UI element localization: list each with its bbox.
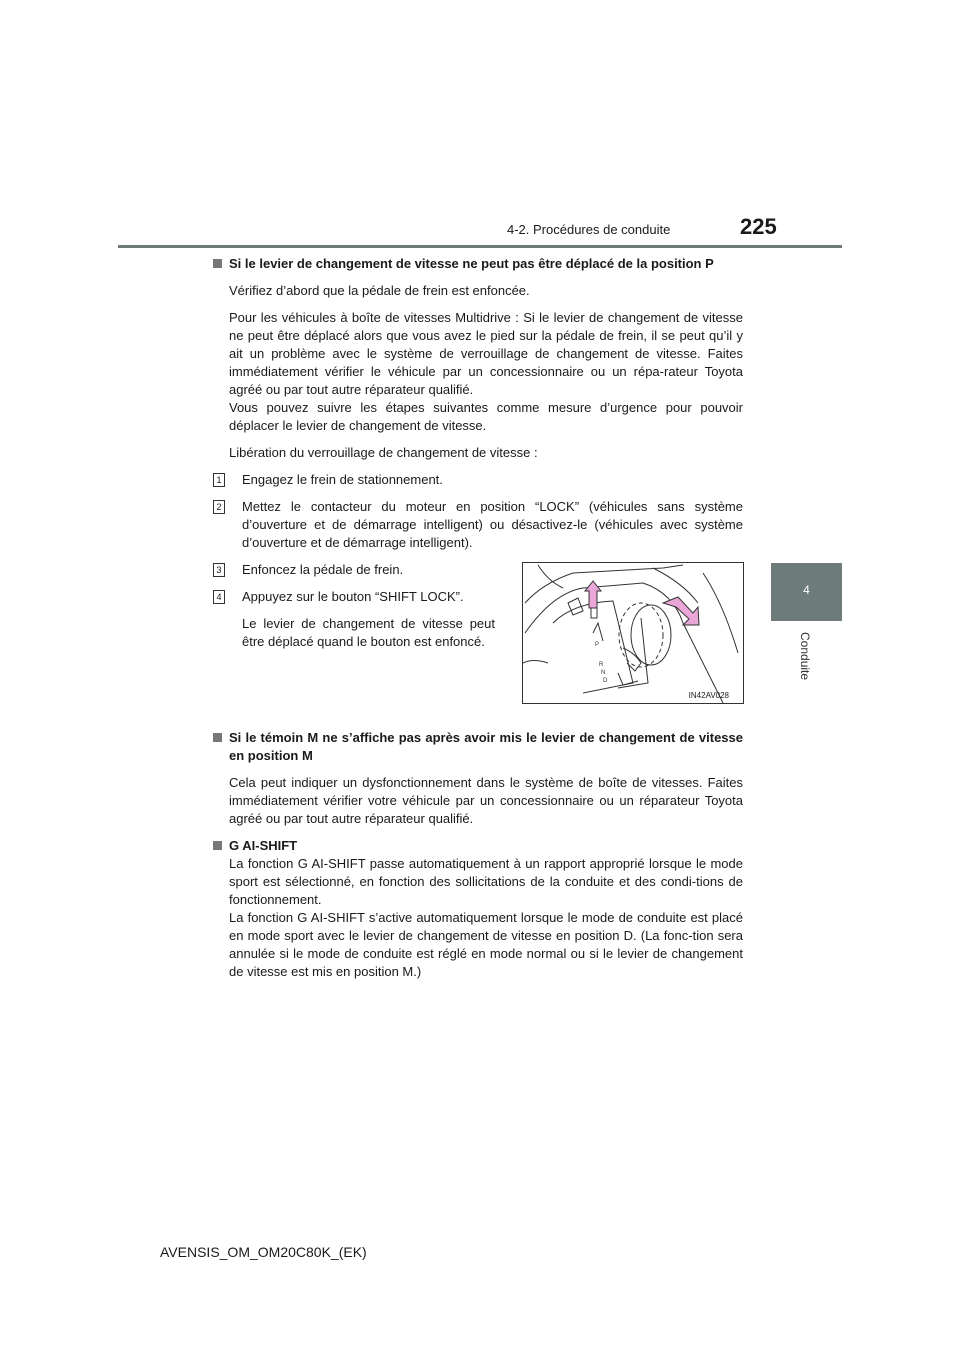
paragraph: Cela peut indiquer un dysfonctionnement dans le système de boîte de vitesses. Faites immédiatement vérifier votre véhicule par un concessionnaire ou un réparateur Toyota agréé ou par tout autre réparateur qualifié. [229, 775, 743, 826]
step-number-box: 1 [213, 473, 225, 487]
footer-doc-id: AVENSIS_OM_OM20C80K_(EK) [160, 1244, 367, 1260]
gate-letter: P [595, 642, 600, 648]
step-2: 2 Mettez le contacteur du moteur en position “LOCK” (véhicules sans système d’ouverture et de démarrage intelligent) ou désactivez-le (véhicules avec système d’ouverture et de démarrage intelligent). [213, 498, 743, 552]
paragraph: Vérifiez d’abord que la pédale de frein est enfoncée. [229, 283, 530, 298]
gate-letter: D [603, 678, 608, 684]
paragraph: La fonction G AI-SHIFT passe automatiquement à un rapport approprié lorsque le mode sport est sélectionné, en fonction des sollicitations de la conduite et des condi-tions de fonctionnement. La fonction G AI-SHIFT s’active automatiquement lorsque le mode de conduite est placé en mode sport avec le levier de changement de vitesse en position D. (La fonc-tion sera annulée si le mode de conduite est réglé en mode normal ou si le levier de changement de vitesse est mis en position M.) [229, 856, 743, 979]
step-1: 1 Engagez le frein de stationnement. [213, 471, 743, 489]
bullet-square [213, 733, 222, 742]
header-section-title: 4-2. Procédures de conduite [507, 222, 671, 237]
shift-lock-illustration [522, 562, 744, 704]
paragraph: Pour les véhicules à boîte de vitesses Multidrive : Si le levier de changement de vitesse ne peut être déplacé alors que vous avez le pied sur la pédale de frein, il se peut qu’il y ait un problème avec le système de verrouillage de changement de vitesse. Faites immédiatement vérifier le véhicule par un concessionnaire ou un répa-rateur Toyota agréé ou par tout autre réparateur qualifié. Vous pouvez suivre les étapes suivantes comme mesure d’urgence pour pouvoir déplacer le levier de changement de vitesse. [229, 310, 743, 433]
bullet-square [213, 841, 222, 850]
press-arrow [585, 581, 601, 608]
step-number-box: 3 [213, 563, 225, 577]
chapter-number: 4 [803, 583, 810, 597]
gate-letter: N [601, 670, 606, 676]
section-heading: Si le levier de changement de vitesse ne peut pas être déplacé de la position P [213, 255, 743, 273]
step-3: 3 Enfoncez la pédale de frein. [213, 561, 743, 579]
step-number-box: 2 [213, 500, 225, 514]
page-number: 225 [740, 214, 777, 239]
step-number-box: 4 [213, 590, 225, 604]
shift-console-drawing [523, 563, 743, 703]
section-heading: G AI-SHIFT [213, 837, 743, 855]
paragraph: Libération du verrouillage de changement de vitesse : [229, 445, 538, 460]
bullet-square [213, 259, 222, 268]
section-heading: Si le témoin M ne s’affiche pas après avoir mis le levier de changement de vitesse en position M [213, 729, 743, 765]
gate-letter: R [599, 662, 604, 668]
step-4: 4 Appuyez sur le bouton “SHIFT LOCK”. Le levier de changement de vitesse peut être déplacé quand le bouton est enfoncé. [213, 588, 495, 651]
illustration-code: IN42AV028 [688, 691, 729, 700]
step-note: Le levier de changement de vitesse peut être déplacé quand le bouton est enfoncé. [242, 616, 495, 649]
chapter-tab [771, 563, 842, 621]
chapter-label: Conduite [798, 632, 812, 681]
header-rule [118, 245, 842, 248]
